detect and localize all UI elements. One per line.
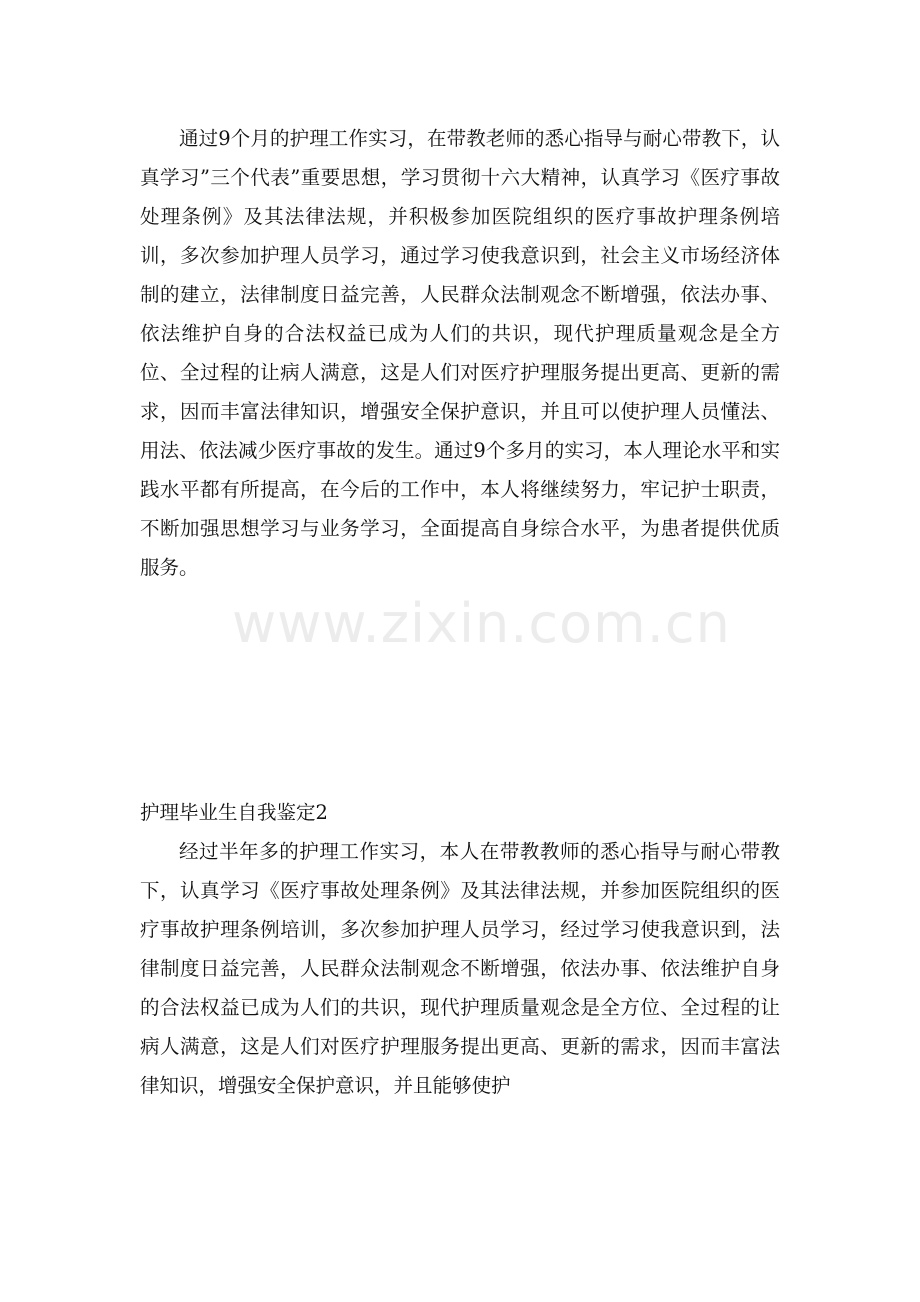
section-heading: 护理毕业生自我鉴定2 [140, 801, 328, 824]
paragraph-internship-summary: 通过9个月的护理工作实习，在带教老师的悉心指导与耐心带教下，认真学习”三个代表”重要思想，学习贯彻十六大精神，认真学习《医疗事故处理条例》及其法律法规，并积极参加医院组织的医疗事故护理条例培训，多次参加护理人员学习，通过学习使我意识到，社会主义市场经济体制的建立，法律制度日益完善，人民群众法制观念不断增强，依法办事、依法维护自身的合法权益已成为人们的共识，现代护理质量观念是全方位、全过程的让病人满意，这是人们对医疗护理服务提出更高、更新的需求，因而丰富法律知识，增强安全保护意识，并且可以使护理人员懂法、用法、依法减少医疗事故的发生。通过9个多月的实习，本人理论水平和实践水平都有所提高，在今后的工作中，本人将继续努力，牢记护士职责，不断加强思想学习与业务学习，全面提高自身综合水平，为患者提供优质服务。 [140, 127, 780, 579]
watermark-text: www.zixin.com.cn [232, 592, 731, 655]
paragraph-self-evaluation-2: 经过半年多的护理工作实习，本人在带教教师的悉心指导与耐心带教下，认真学习《医疗事故处理条例》及其法律法规，并参加医院组织的医疗事故护理条例培训，多次参加护理人员学习，经过学习使我意识到，法律制度日益完善，人民群众法制观念不断增强，依法办事、依法维护自身的合法权益已成为人们的共识，现代护理质量观念是全方位、全过程的让病人满意，这是人们对医疗护理服务提出更高、更新的需求，因而丰富法律知识，增强安全保护意识，并且能够使护 [140, 840, 780, 1097]
